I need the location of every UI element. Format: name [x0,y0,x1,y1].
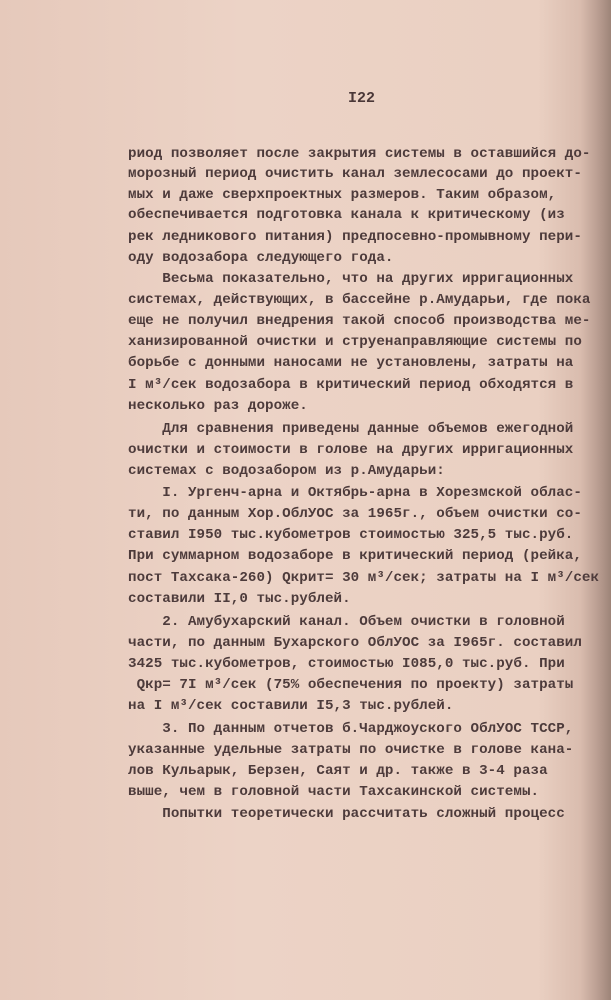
text-line: составили II,0 тыс.рублей. [128,591,351,607]
text-line: части, по данным Бухарского ОблУОС за I965г. составил [128,635,582,651]
paragraph-start-line: I. Ургенч-арна и Октябрь-арна в Хорезмской облас- [128,485,582,501]
text-line: I м³/сек водозабора в критический период обходятся в [128,377,574,393]
text-line: на I м³/сек составили I5,3 тыс.рублей. [128,698,454,714]
text-line: пост Тахсака-260) Qкрит= 30 м³/сек; затраты на I м³/сек [128,570,600,586]
paragraph-start-line: 2. Амубухарский канал. Объем очистки в головной [128,614,565,630]
text-line: системах с водозабором из р.Амударьи: [128,463,445,479]
text-line: При суммарном водозаборе в критический период (рейка, [128,548,582,564]
text-line: выше, чем в головной части Тахсакинской системы. [128,784,540,800]
text-line: Qкр= 7I м³/сек (75% обеспечения по проекту) затраты [128,677,574,693]
text-line: оду водозабора следующего года. [128,250,394,266]
text-line: борьбе с донными наносами не установлены, затраты на [128,355,574,371]
text-line: риод позволяет после закрытия системы в оставшийся до- [128,146,591,162]
text-line: ти, по данным Хор.ОблУОС за 1965г., объем очистки со- [128,506,582,522]
paragraph-start-line: Попытки теоретически рассчитать сложный процесс [128,806,565,822]
page-number: I22 [348,90,376,107]
text-line: системах, действующих, в бассейне р.Амударьи, где пока [128,292,591,308]
text-line: еще не получил внедрения такой способ производства ме- [128,313,591,329]
paragraph-start-line: 3. По данным отчетов б.Чарджоуского ОблУОС ТССР, [128,721,574,737]
paragraph-start-line: Весьма показательно, что на других ирригационных [128,271,574,287]
text-line: 3425 тыс.кубометров, стоимостью I085,0 тыс.руб. При [128,656,565,672]
text-line: очистки и стоимости в голове на других ирригационных [128,442,574,458]
text-line: рек ледникового питания) предпосевно-промывному пери- [128,229,582,245]
text-line: лов Кульарык, Берзен, Саят и др. также в 3-4 раза [128,763,548,779]
text-line: указанные удельные затраты по очистке в голове кана- [128,742,574,758]
paragraph-start-line: Для сравнения приведены данные объемов ежегодной [128,421,574,437]
text-line: ставил I950 тыс.кубометров стоимостью 325,5 тыс.руб. [128,527,574,543]
text-line: ханизированной очистки и струенаправляющие системы по [128,334,582,350]
text-line: обеспечивается подготовка канала к критическому (из [128,207,565,223]
text-line: мых и даже сверхпроектных размеров. Таким образом, [128,187,557,203]
text-line: морозный период очистить канал землесосами до проект- [128,166,582,182]
text-line: несколько раз дороже. [128,398,308,414]
